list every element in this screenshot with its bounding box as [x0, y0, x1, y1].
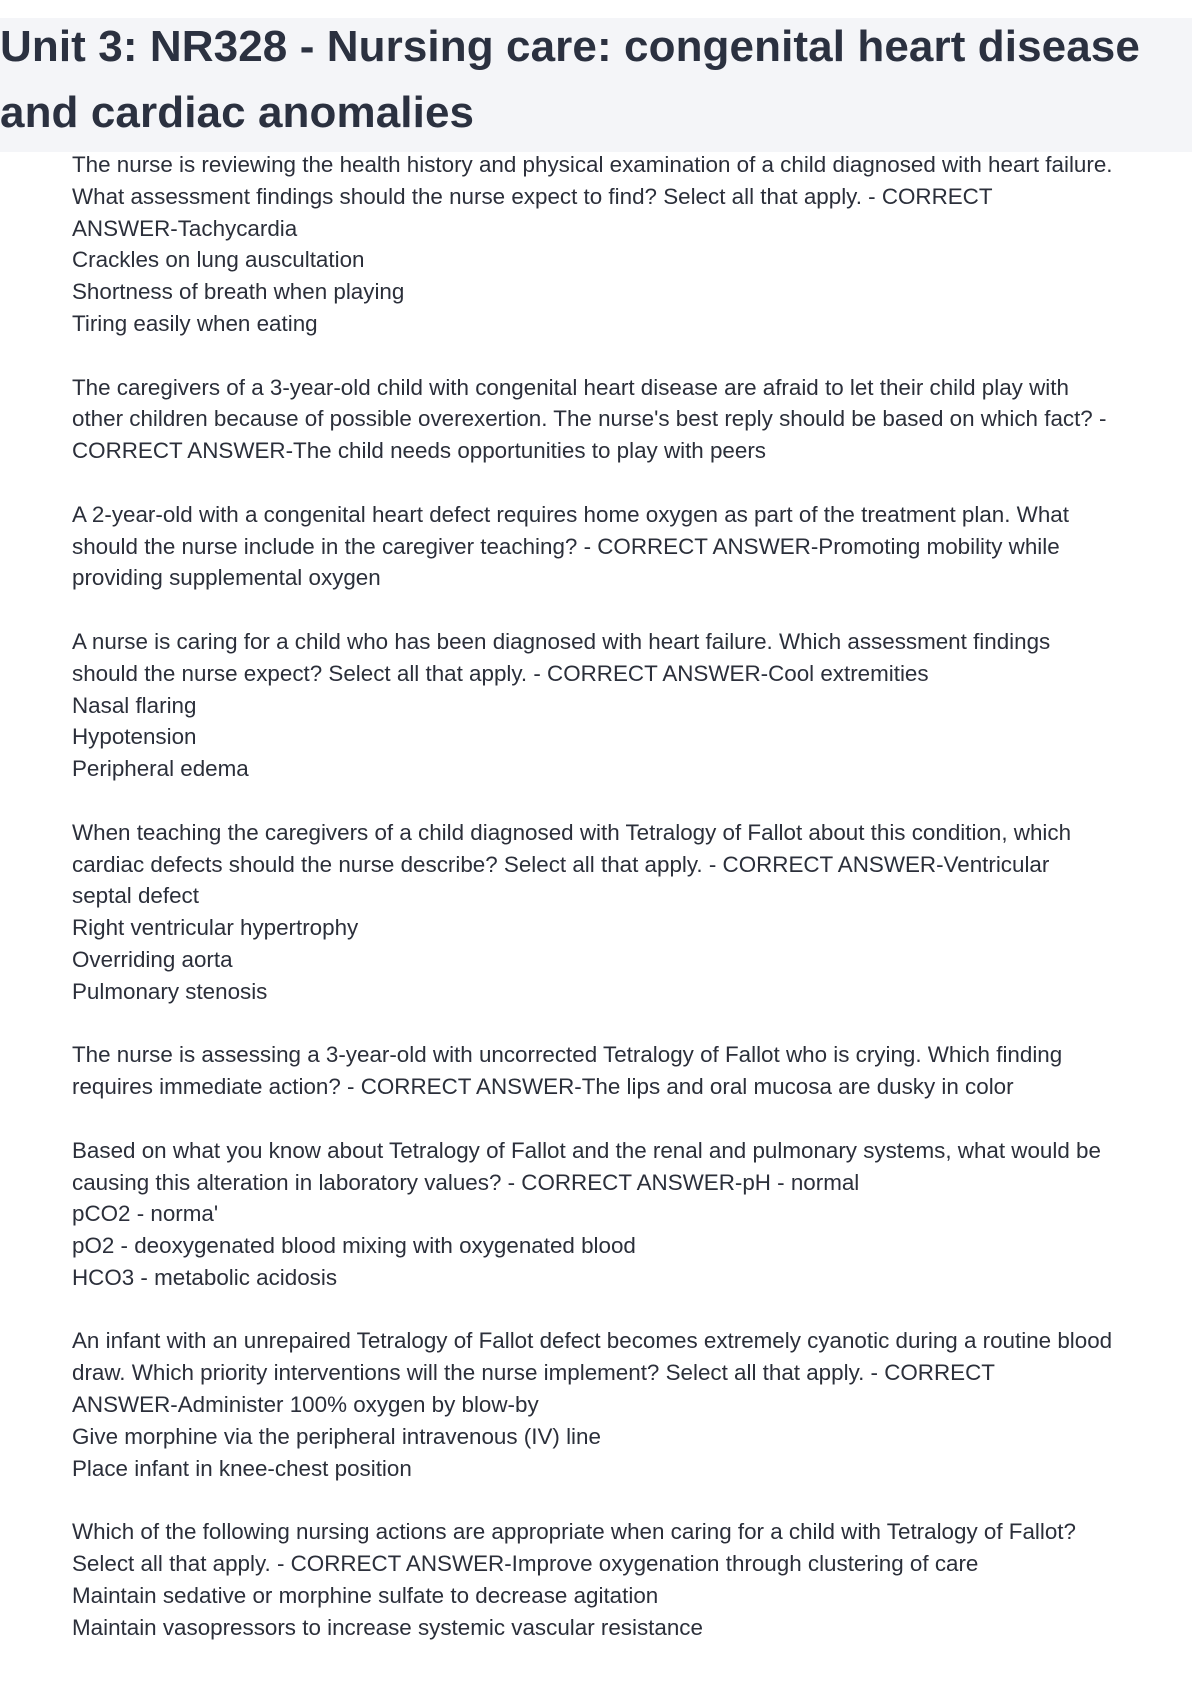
question-line: pCO2 - norma': [72, 1201, 219, 1227]
question-line: Select all that apply. - CORRECT ANSWER-Improve oxygenation through clustering of care: [72, 1551, 979, 1577]
question-line: Maintain sedative or morphine sulfate to decrease agitation: [72, 1582, 659, 1608]
page-title-line-1: Unit 3: NR328 - Nursing care: congenital heart disease: [0, 22, 1140, 71]
question-line: Hypotension: [72, 724, 197, 750]
question-block: [72, 372, 1184, 467]
question-line: should the nurse include in the caregiver teaching? - CORRECT ANSWER-Promoting mobility while: [72, 533, 1060, 559]
question-line: Overriding aorta: [72, 946, 233, 972]
question-line: septal defect: [72, 883, 199, 909]
question-line: Right ventricular hypertrophy: [72, 915, 359, 941]
question-line: A 2-year-old with a congenital heart defect requires home oxygen as part of the treatment plan. What: [72, 501, 1069, 527]
question-line: When teaching the caregivers of a child diagnosed with Tetralogy of Fallot about this condition, which: [72, 819, 1072, 845]
question-line: Which of the following nursing actions are appropriate when caring for a child with Tetralogy of Fallot?: [72, 1519, 1076, 1545]
question-line: The caregivers of a 3-year-old child with congenital heart disease are afraid to let their child play with: [72, 374, 1069, 400]
question-line: requires immediate action? - CORRECT ANSWER-The lips and oral mucosa are dusky in color: [72, 1074, 1014, 1100]
question-line: Peripheral edema: [72, 756, 249, 782]
question-list: [72, 149, 1184, 1675]
question-block: [72, 1516, 1184, 1643]
question-line: Give morphine via the peripheral intravenous (IV) line: [72, 1423, 601, 1449]
question-line: Shortness of breath when playing: [72, 279, 405, 305]
question-block: [72, 817, 1184, 1008]
question-line: Tiring easily when eating: [72, 310, 318, 336]
question-block: [72, 499, 1184, 594]
question-line: What assessment findings should the nurse expect to find? Select all that apply. - CORRECT: [72, 183, 993, 209]
question-line: The nurse is reviewing the health history and physical examination of a child diagnosed with heart failure.: [72, 152, 1113, 177]
question-line: An infant with an unrepaired Tetralogy of Fallot defect becomes extremely cyanotic during a routine blood: [72, 1328, 1113, 1354]
question-line: other children because of possible overexertion. The nurse's best reply should be based on which fact? -: [72, 406, 1107, 432]
question-line: Nasal flaring: [72, 692, 197, 718]
page-title: [0, 14, 1192, 146]
question-line: HCO3 - metabolic acidosis: [72, 1264, 338, 1290]
question-block: [72, 1135, 1184, 1294]
question-line: ANSWER-Tachycardia: [72, 215, 298, 241]
question-line: CORRECT ANSWER-The child needs opportunities to play with peers: [72, 438, 766, 464]
question-line: Place infant in knee-chest position: [72, 1455, 412, 1481]
question-line: ANSWER-Administer 100% oxygen by blow-by: [72, 1392, 539, 1418]
page-title-line-2: and cardiac anomalies: [0, 88, 475, 137]
question-line: Crackles on lung auscultation: [72, 247, 365, 273]
question-line: cardiac defects should the nurse describe? Select all that apply. - CORRECT ANSWER-Ventricular: [72, 851, 1050, 877]
question-line: providing supplemental oxygen: [72, 565, 381, 591]
question-line: Maintain vasopressors to increase systemic vascular resistance: [72, 1614, 703, 1640]
question-line: Pulmonary stenosis: [72, 978, 268, 1004]
question-line: The nurse is assessing a 3-year-old with uncorrected Tetralogy of Fallot who is crying. Which finding: [72, 1042, 1063, 1068]
question-block: [72, 149, 1184, 340]
question-block: [72, 626, 1184, 785]
question-line: Based on what you know about Tetralogy of Fallot and the renal and pulmonary systems, what would be: [72, 1137, 1101, 1163]
question-line: pO2 - deoxygenated blood mixing with oxygenated blood: [72, 1233, 636, 1259]
question-line: causing this alteration in laboratory values? - CORRECT ANSWER-pH - normal: [72, 1169, 860, 1195]
question-line: A nurse is caring for a child who has been diagnosed with heart failure. Which assessment findings: [72, 628, 1051, 654]
question-block: [72, 1039, 1184, 1103]
question-line: draw. Which priority interventions will the nurse implement? Select all that apply. - CORRECT: [72, 1360, 995, 1386]
question-line: should the nurse expect? Select all that apply. - CORRECT ANSWER-Cool extremities: [72, 660, 929, 686]
question-block: [72, 1325, 1184, 1484]
